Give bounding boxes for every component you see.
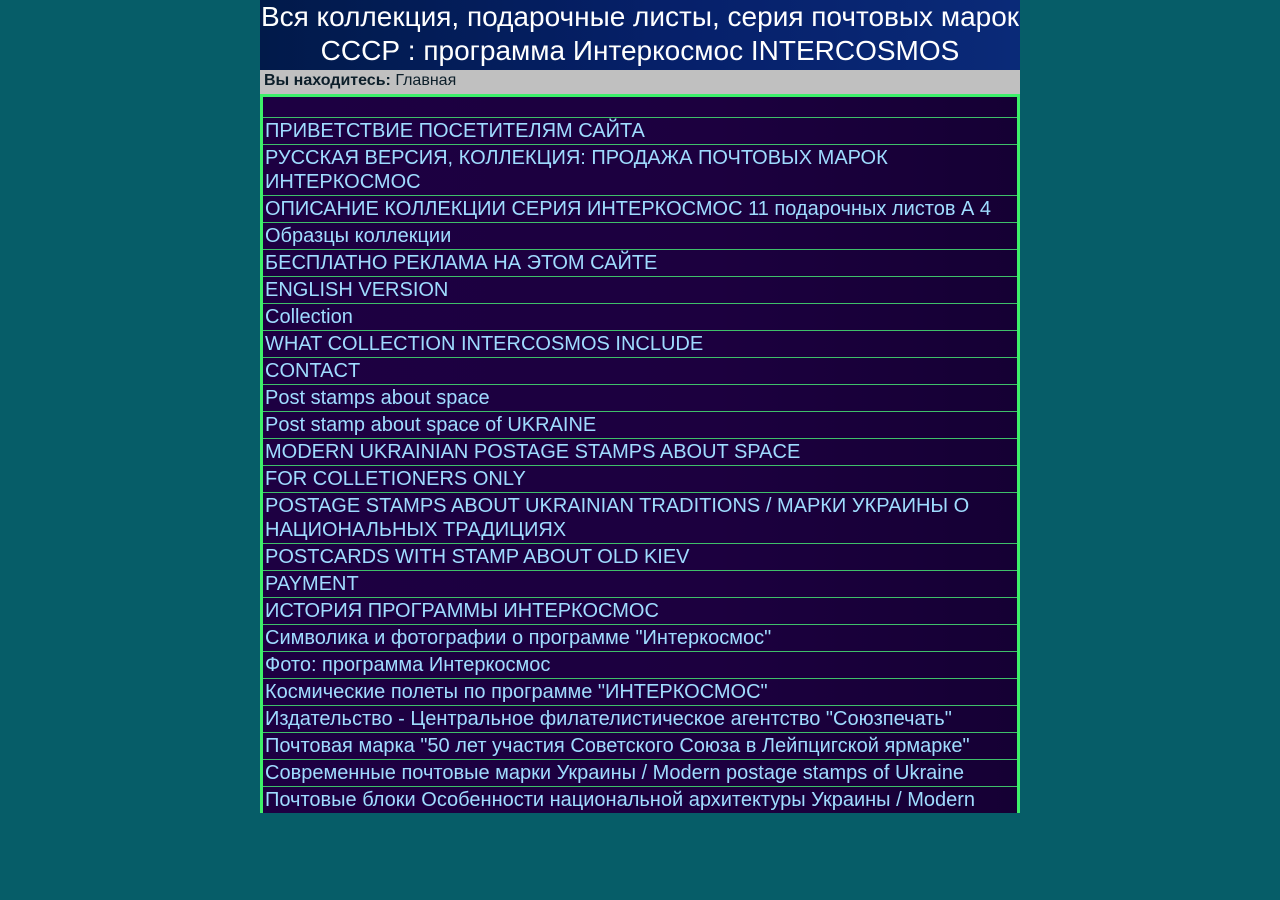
menu-item-intercosmos-history[interactable]: ИСТОРИЯ ПРОГРАММЫ ИНТЕРКОСМОС [263,598,1017,625]
menu-item-post-stamp-ukraine[interactable]: Post stamp about space of UKRAINE [263,412,1017,439]
menu-item-leipzig-fair-stamp[interactable]: Почтовая марка "50 лет участия Советского Союза в Лейпцигской ярмарке" [263,733,1017,760]
menu-item-modern-ukrainian-stamps[interactable]: MODERN UKRAINIAN POSTAGE STAMPS ABOUT SPACE [263,439,1017,466]
breadcrumb-label: Вы находитесь: [264,72,391,89]
menu-item-photo-program[interactable]: Фото: программа Интеркосмос [263,652,1017,679]
menu-item-publisher[interactable]: Издательство - Центральное филателистическое агентство "Союзпечать" [263,706,1017,733]
menu-item-collection-description[interactable]: ОПИСАНИЕ КОЛЛЕКЦИИ СЕРИЯ ИНТЕРКОСМОС 11 подарочных листов А 4 [263,196,1017,223]
menu-item-free-advertising[interactable]: БЕСПЛАТНО РЕКЛАМА НА ЭТОМ САЙТЕ [263,250,1017,277]
menu-item-contact[interactable]: CONTACT [263,358,1017,385]
menu-item-modern-stamps-ukraine[interactable]: Современные почтовые марки Украины / Modern postage stamps of Ukraine [263,760,1017,787]
menu-item-what-collection-includes[interactable]: WHAT COLLECTION INTERCOSMOS INCLUDE [263,331,1017,358]
menu-item-blank[interactable] [263,97,1017,118]
menu-item-for-collectioners[interactable]: FOR COLLETIONERS ONLY [263,466,1017,493]
menu-item-russian-version[interactable]: РУССКАЯ ВЕРСИЯ, КОЛЛЕКЦИЯ: ПРОДАЖА ПОЧТОВЫХ МАРОК ИНТЕРКОСМОС [263,145,1017,196]
menu-item-postal-blocks-architecture[interactable]: Почтовые блоки Особенности национальной архитектуры Украины / Modern [263,787,1017,813]
menu-item-collection-samples[interactable]: Образцы коллекции [263,223,1017,250]
menu-item-symbols-photos[interactable]: Символика и фотографии о программе "Интеркосмос" [263,625,1017,652]
page-container [260,0,1020,813]
menu-item-collection[interactable]: Collection [263,304,1017,331]
menu-item-post-stamps-space[interactable]: Post stamps about space [263,385,1017,412]
menu-item-english-version[interactable]: ENGLISH VERSION [263,277,1017,304]
navigation-menu [260,94,1020,813]
menu-item-space-flights[interactable]: Космические полеты по программе "ИНТЕРКОСМОС" [263,679,1017,706]
menu-item-welcome[interactable]: ПРИВЕТСТВИЕ ПОСЕТИТЕЛЯМ САЙТА [263,118,1017,145]
page-title: Вся коллекция, подарочные листы, серия почтовых марок СССР : программа Интеркосмос INTERCOSMOS [260,0,1020,70]
breadcrumb [260,70,1020,94]
menu-item-postcards-old-kiev[interactable]: POSTCARDS WITH STAMP ABOUT OLD KIEV [263,544,1017,571]
breadcrumb-current: Главная [395,72,457,89]
menu-item-payment[interactable]: PAYMENT [263,571,1017,598]
menu-item-ukrainian-traditions[interactable]: POSTAGE STAMPS ABOUT UKRAINIAN TRADITIONS / МАРКИ УКРАИНЫ О НАЦИОНАЛЬНЫХ ТРАДИЦИЯХ [263,493,1017,544]
